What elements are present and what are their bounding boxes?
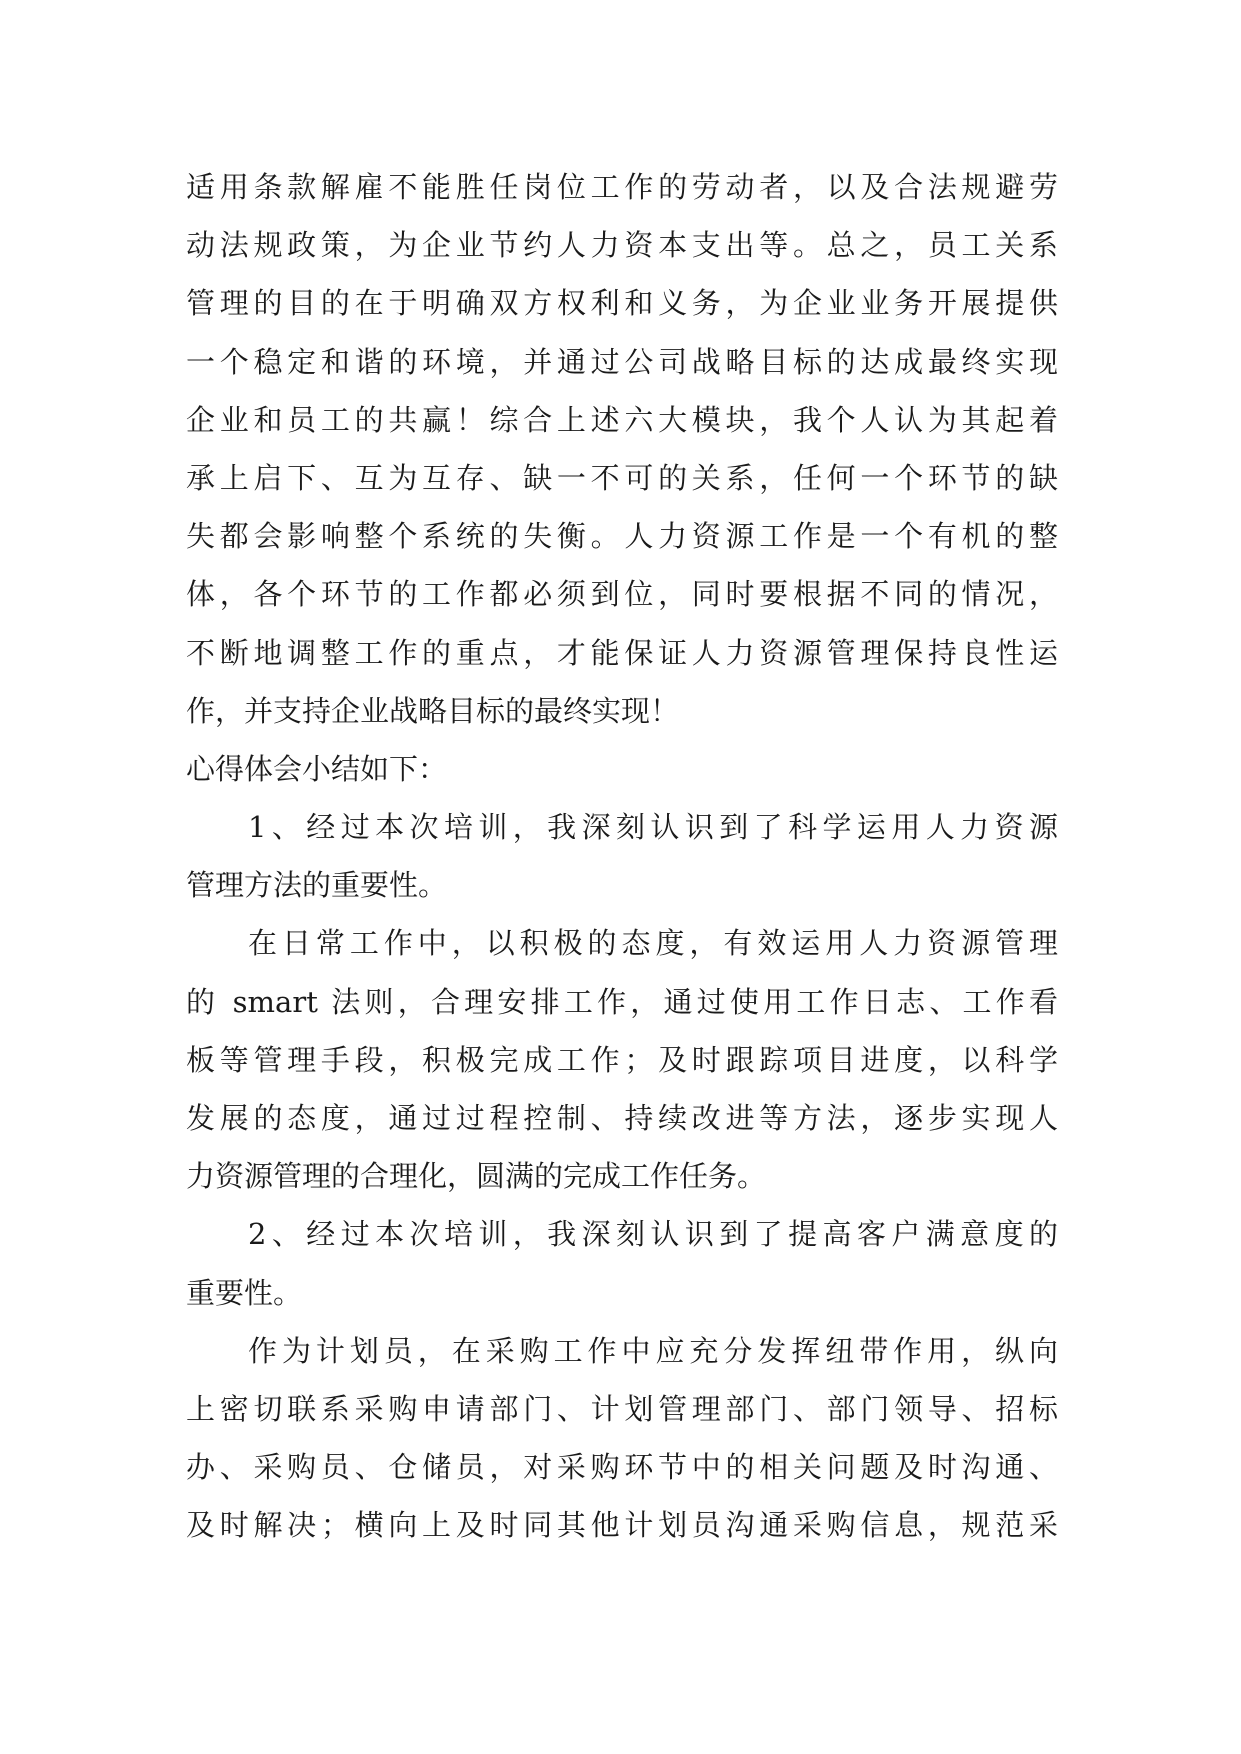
text-line: 失都会影响整个系统的失衡。人力资源工作是一个有机的整 <box>186 519 1058 554</box>
text-line: 作，并支持企业战略目标的最终实现！ <box>186 693 680 728</box>
text-line: 承上启下、互为互存、缺一不可的关系，任何一个环节的缺 <box>186 460 1058 495</box>
text-line: 力资源管理的合理化，圆满的完成工作任务。 <box>186 1159 767 1194</box>
text-line: 2、经过本次培训，我深刻认识到了提高客户满意度的 <box>248 1217 1058 1252</box>
text-line: 板等管理手段，积极完成工作；及时跟踪项目进度，以科学 <box>186 1042 1058 1077</box>
text-line: 企业和员工的共赢！综合上述六大模块，我个人认为其起着 <box>186 402 1058 437</box>
text-line: 重要性。 <box>186 1275 303 1310</box>
text-line: 心得体会小结如下： <box>186 751 448 786</box>
text-line: 在日常工作中，以积极的态度，有效运用人力资源管理 <box>248 926 1058 961</box>
text-line: 发展的态度，通过过程控制、持续改进等方法，逐步实现人 <box>186 1101 1058 1135</box>
text-line: 的 smart 法则，合理安排工作，通过使用工作日志、工作看 <box>186 984 1058 1019</box>
text-line: 一个稳定和谐的环境，并通过公司战略目标的达成最终实现 <box>186 344 1058 379</box>
text-line: 1、经过本次培训，我深刻认识到了科学运用人力资源 <box>248 810 1058 845</box>
document-body <box>186 158 1058 1555</box>
text-line: 办、采购员、仓储员，对采购环节中的相关问题及时沟通、 <box>186 1450 1058 1485</box>
text-line: 作为计划员，在采购工作中应充分发挥纽带作用，纵向 <box>248 1333 1058 1368</box>
text-line: 管理的目的在于明确双方权利和义务，为企业业务开展提供 <box>186 286 1058 321</box>
text-line: 不断地调整工作的重点，才能保证人力资源管理保持良性运 <box>186 635 1058 670</box>
text-line: 动法规政策，为企业节约人力资本支出等。总之，员工关系 <box>186 228 1058 263</box>
text-line: 适用条款解雇不能胜任岗位工作的劳动者，以及合法规避劳 <box>186 170 1058 204</box>
text-line: 体，各个环节的工作都必须到位，同时要根据不同的情况， <box>186 577 1058 612</box>
text-line: 及时解决；横向上及时同其他计划员沟通采购信息，规范采 <box>186 1508 1058 1543</box>
text-line: 管理方法的重要性。 <box>186 868 448 903</box>
text-line: 上密切联系采购申请部门、计划管理部门、部门领导、招标 <box>186 1391 1058 1426</box>
